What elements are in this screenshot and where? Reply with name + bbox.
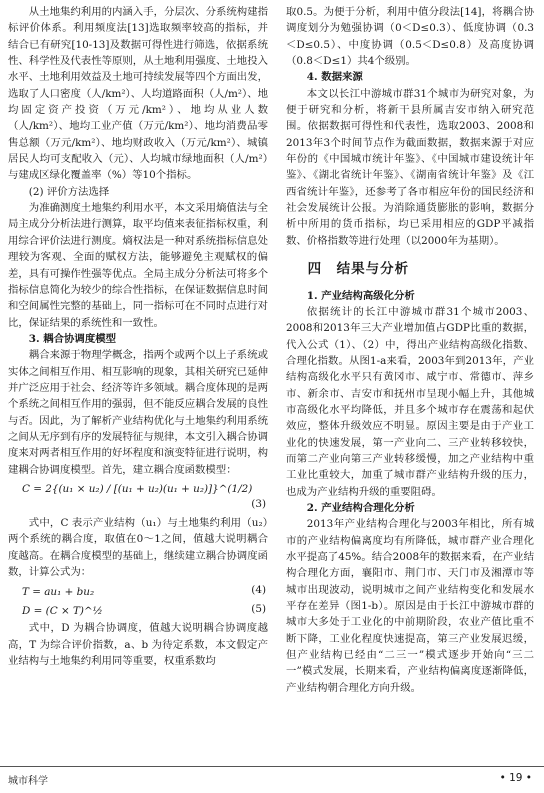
equation-formula: C = 2{(u₁ × u₂) / [(u₁ + u₂)(u₁ + u₂)]}^(1/2) [22, 482, 253, 495]
journal-name: 城市科学 [8, 776, 48, 787]
subsection-heading: 3. 耦合协调度模型 [28, 332, 116, 345]
paragraph: 从土地集约利用的内涵入手，分层次、分系统构建指标评价体系。利用频度法[13]选取频率较高的指标，并结合已有研究[10-13]及数据可得性进行筛选，依据系统性、科学性及代表性等原则，从土地利用强度、土地投入水平、土地利用效益及土地可持续发展等四个方面出发，选取了人口密度（人/km²）、人均道路面积（人/m²）、地均固定资产投资（万元/km²）、地均从业人数（人/km²）、地均工业产值（万元/km²）、地均消费品零售总额（万元/km²）、地均财政收入（万元/km²）、城镇居民人均可支配收入（元）、人均城市绿地面积（人/m²）与建成区绿化覆盖率（%）等10个指标。 [8, 6, 268, 182]
left-column [8, 4, 268, 669]
equation-3 [8, 479, 268, 511]
paragraph: 依据统计的长江中游城市群31个城市2003、2008和2013年三大产业增加值占GDP比重的数据，代入公式（1）、（2）中，得出产业结构高级化指数、合理化指数。从图1-a来看，2003年到2013年，产业结构高级化水平只有黄冈市、咸宁市、常德市、萍乡市、新余市、吉安市和抚州市呈现小幅上升，其他城市高级化水平均降低，并且多个城市存在震荡和起伏效应，整体升级效应不明显。原因主要是由于产业工业化的快速发展，第一产业向二、三产业转移较快，而第二产业向第三产业转移缓慢，加之产业结构中重工业比重较大，加重了城市群产业结构升级的压力，也成为产业结构升级的重要阻碍。 [286, 305, 534, 498]
subsection-heading: 4. 数据来源 [306, 71, 363, 84]
paragraph: 为准确测度土地集约利用水平，本文采用熵值法与全局主成分分析法进行测算，取平均值来表征指标权重，利用综合评价法进行测度。熵权法是一种对系统指标信息处理较为客观、全面的赋权方法，能够避免主观赋权的偏差，具有可操作性强等优点。全局主成分分析法可将多个指标信息简化为较少的综合性指标，在保证数据信息时间和空间属性完整的基础上，同一指标可在不同时点进行对比，保证结果的系统性和一致性。 [8, 202, 268, 329]
equation-formula: T = au₁ + bu₂ [22, 586, 95, 599]
equation-number: (3) [251, 497, 266, 510]
subsection-heading: 2. 产业结构合理化分析 [306, 501, 415, 514]
equation-number: (5) [251, 603, 266, 616]
equation-5 [8, 601, 268, 618]
page-number: • 19 • [499, 772, 532, 784]
paragraph: 式中，D 为耦合协调度，值越大说明耦合协调度越高，T 为综合评价指数，a、b 为待定系数，本文假定产业结构与土地集约利用同等重要，权重系数均 [8, 622, 268, 668]
paragraph: 2013年产业结构合理化与2003年相比，所有城市的产业结构偏离度均有所降低，城市群产业合理化水平提高了45%。结合2008年的数据来看，在产业结构合理化方面，襄阳市、荆门市、天门市及湘潭市等城市出现波动，说明城市之间产业结构变化和发展水平存在差异（图1-b）。原因是由于长江中游城市群的城市大多处于工业化的中前期阶段，农业产值比重不断下降，工业化程度快速提高，第三产业发展迟缓，但产业结构已经由“二三一”模式逐步开始向“三二一”模式发展，长期来看，产业结构偏离度逐渐降低，产业结构朝合理化方向升级。 [286, 518, 534, 694]
subsection-heading: (2) 评价方法选择 [28, 185, 110, 198]
equation-number: (4) [251, 584, 266, 597]
paragraph: 本文以长江中游城市群31个城市为研究对象，为便于研究和分析，将新干县所属吉安市纳入研究范围。依据数据可得性和代表性，选取2003、2008和2013年3个时间节点作为截面数据，数据来源于对应年份的《中国城市统计年鉴》、《中国城市建设统计年鉴》、《湖北省统计年鉴》、《湖南省统计年鉴》及《江西省统计年鉴》，还参考了各市相应年份的国民经济和社会发展统计公报。为消除通货膨胀的影响，数据分析中所用的货币指标，均已采用相应的GDP平减指数、价格指数等进行处理（以2000年为基期）。 [286, 87, 534, 247]
equation-formula: D = (C × T)^½ [22, 605, 103, 618]
paragraph: 耦合来源于物理学概念，指两个或两个以上子系统或实体之间相互作用、相互影响的现象，其相关研究已延伸并广泛应用于社会、经济等许多领域。耦合度体现的是两个系统之间相互作用的强弱，但不能反应耦合发展的良性与否。因此，为了解析产业结构优化与土地集约利用系统之间从无序到有序的发展特征与规律，本文引入耦合协调度来对两者相互作用的好坏程度和演变特征进行说明，构建耦合协调度模型。首先，建立耦合度函数模型： [8, 349, 268, 476]
equation-4 [8, 582, 268, 599]
subsection-heading: 1. 产业结构高级化分析 [306, 289, 415, 302]
footer-divider [0, 766, 544, 767]
section-heading: 四 结果与分析 [307, 261, 410, 278]
paragraph: 取0.5。为便于分析，利用中值分段法[14]，将耦合协调度划分为勉强协调（0＜D≤0.3）、低度协调（0.3＜D≤0.5）、中度协调（0.5＜D≤0.8）及高度协调（0.8＜D≤1）共4个级别。 [286, 6, 534, 68]
paragraph: 式中，C 表示产业结构（u₁）与土地集约利用（u₂）两个系统的耦合度，取值在0～1之间，值越大说明耦合度越高。在耦合度模型的基础上，继续建立耦合协调度函数，计算公式为： [8, 516, 268, 578]
right-column [286, 4, 534, 696]
